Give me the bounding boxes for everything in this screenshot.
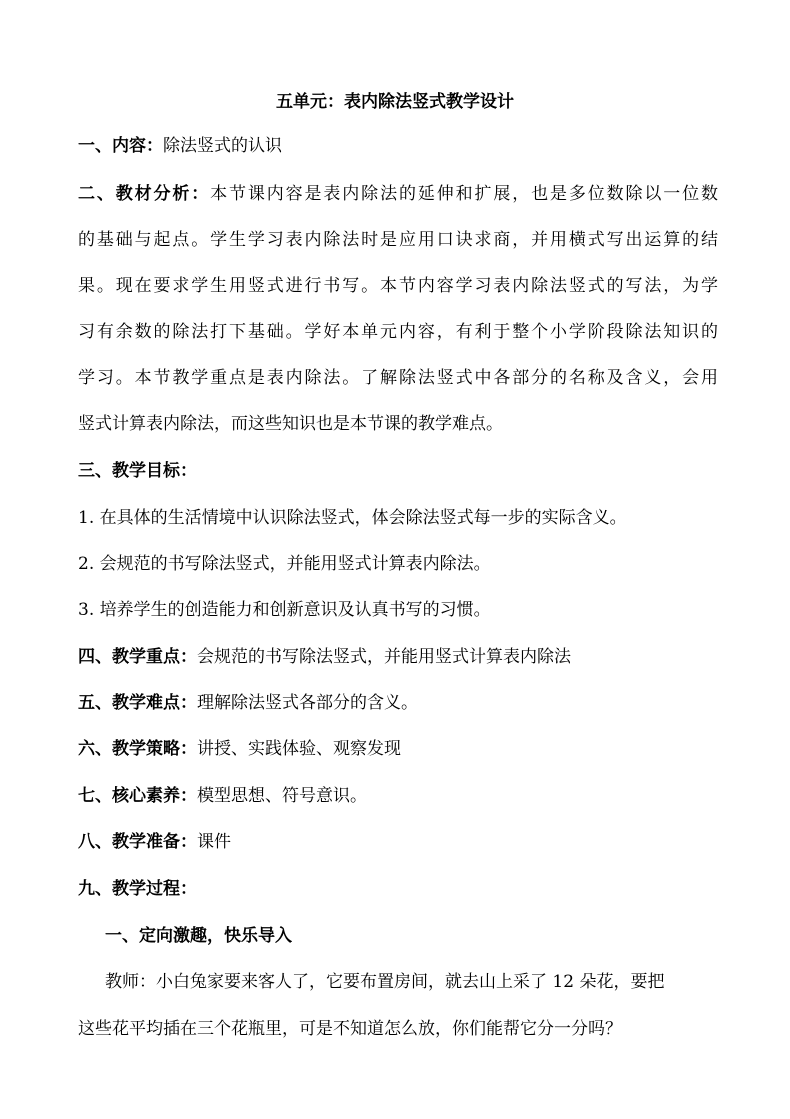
analysis-line-3: 果。现在要求学生用竖式进行书写。本节内容学习表内除法竖式的写法，为学 — [78, 276, 718, 296]
literacy-section — [78, 786, 718, 806]
process-subheading: 一、定向激趣，快乐导入 — [105, 926, 292, 946]
strategy-label: 六、教学策略： — [78, 739, 197, 759]
content-label: 一、内容： — [78, 136, 163, 156]
analysis-text-1: 本节课内容是表内除法的延伸和扩展，也是多位数除以一位数 — [210, 184, 719, 204]
analysis-line-2: 的基础与起点。学生学习表内除法时是应用口诀求商，并用横式写出运算的结 — [78, 230, 718, 250]
analysis-line-1 — [78, 184, 718, 204]
analysis-label: 二、教材分析： — [78, 184, 211, 204]
goals-heading: 三、教学目标： — [78, 461, 197, 481]
strategy-section — [78, 739, 718, 759]
process-heading: 九、教学过程： — [78, 879, 197, 899]
preparation-label: 八、教学准备： — [78, 832, 197, 852]
strategy-text: 讲授、实践体验、观察发现 — [197, 739, 401, 759]
analysis-line-4: 习有余数的除法打下基础。学好本单元内容，有利于整个小学阶段除法知识的 — [78, 322, 718, 342]
preparation-section — [78, 832, 718, 852]
analysis-line-5: 学习。本节教学重点是表内除法。了解除法竖式中各部分的名称及含义，会用 — [78, 368, 718, 388]
goal-item-1: 1. 在具体的生活情境中认识除法竖式，体会除法竖式每一步的实际含义。 — [78, 508, 627, 528]
key-points-section — [78, 647, 718, 667]
literacy-text: 模型思想、符号意识。 — [197, 786, 367, 806]
analysis-line-6: 竖式计算表内除法，而这些知识也是本节课的教学难点。 — [78, 414, 503, 434]
key-points-text: 会规范的书写除法竖式，并能用竖式计算表内除法 — [197, 647, 571, 667]
goal-item-3: 3. 培养学生的创造能力和创新意识及认真书写的习惯。 — [78, 600, 491, 620]
document-title: 五单元：表内除法竖式教学设计 — [276, 92, 514, 112]
content-text: 除法竖式的认识 — [163, 136, 282, 156]
goal-item-2: 2. 会规范的书写除法竖式，并能用竖式计算表内除法。 — [78, 554, 491, 574]
process-line-1: 教师：小白兔家要来客人了，它要布置房间，就去山上采了 12 朵花，要把 — [105, 972, 665, 992]
key-points-label: 四、教学重点： — [78, 647, 197, 667]
difficulties-label: 五、教学难点： — [78, 693, 197, 713]
difficulties-text: 理解除法竖式各部分的含义。 — [197, 693, 418, 713]
process-line-2: 这些花平均插在三个花瓶里，可是不知道怎么放，你们能帮它分一分吗？ — [78, 1019, 622, 1039]
literacy-label: 七、核心素养： — [78, 786, 197, 806]
content-section — [78, 136, 718, 156]
difficulties-section — [78, 693, 718, 713]
preparation-text: 课件 — [197, 832, 231, 852]
